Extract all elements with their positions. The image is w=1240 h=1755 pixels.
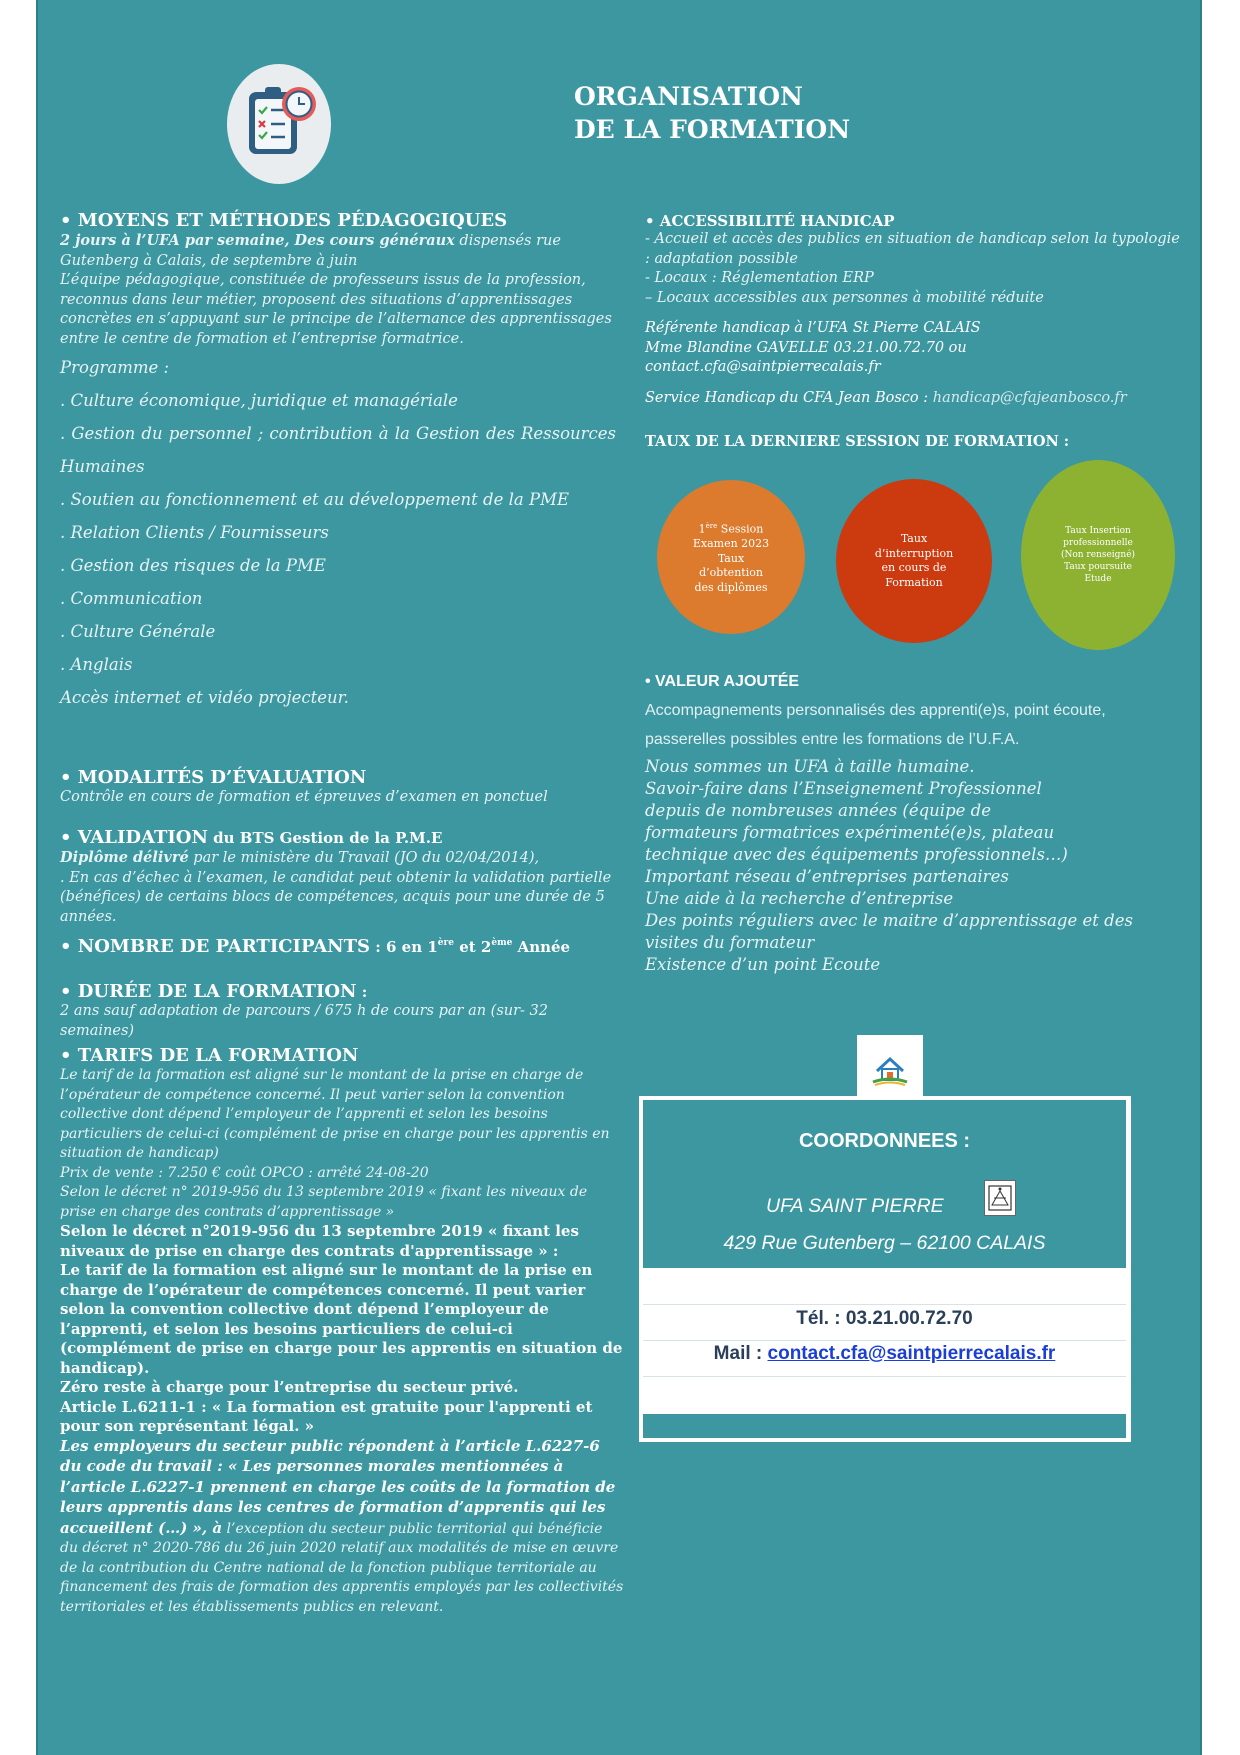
taux-obtention-circle: 1ère Session Examen 2023 Taux d’obtention des diplômes xyxy=(657,480,805,634)
tarifs-heading: • TARIFS DE LA FORMATION xyxy=(60,1045,359,1066)
tarifs-p1: Le tarif de la formation est aligné sur le montant de la prise en charge de l’opérateur de compétence concerné. Il peut varier selon la convention collective dont dépend l’employeur de l’apprenti et selon les besoins particuliers de celui-ci (complément de prise en charge pour les apprentis en situation de handicap) xyxy=(60,1067,610,1161)
programme-item: . Soutien au fonctionnement et au développement de la PME xyxy=(60,490,570,509)
accessibilite-line: - Locaux : Réglementation ERP xyxy=(645,270,874,286)
valeur-item: Important réseau d’entreprises partenaires xyxy=(645,867,1009,886)
tarifs-p7: Article L.6211-1 : « La formation est gratuite pour l'apprenti et pour son représentant légal. » xyxy=(60,1397,593,1435)
school-crest-icon xyxy=(984,1180,1016,1216)
coordonnees-heading: COORDONNEES : xyxy=(798,1130,971,1152)
duree-heading: • DURÉE DE LA FORMATION : xyxy=(60,981,368,1002)
valeur-heading: • VALEUR AJOUTÉE xyxy=(645,673,800,690)
contact-tel: Tél. : 03.21.00.72.70 xyxy=(796,1308,973,1329)
checklist-clock-icon xyxy=(227,64,331,184)
programme-item: . Communication xyxy=(60,589,203,608)
modalites-heading: • MODALITÉS D’ÉVALUATION xyxy=(60,767,367,788)
taux-heading: TAUX DE LA DERNIERE SESSION DE FORMATION : xyxy=(645,433,1070,450)
valeur-list xyxy=(645,756,1165,976)
valeur-section xyxy=(645,673,1165,976)
duree-section xyxy=(60,981,616,1041)
house-logo-icon xyxy=(857,1035,923,1101)
valeur-item: Une aide à la recherche d’entreprise xyxy=(645,889,954,908)
valeur-item: Nous sommes un UFA à taille humaine. xyxy=(645,757,975,776)
tarifs-p3: Selon le décret n° 2019-956 du 13 septembre 2019 « fixant les niveaux de prise en charge des contrats d’apprentissage » xyxy=(60,1184,588,1220)
programme-item: . Gestion des risques de la PME xyxy=(60,556,326,575)
validation-heading: • VALIDATION du BTS Gestion de la P.M.E xyxy=(60,827,443,848)
tarifs-p5: Le tarif de la formation est aligné sur le montant de la prise en charge de l’opérateur de compétences concerné. Il peut varier selon la convention collective dont dépend l’employeur de l’apprenti, et selon les besoins particuliers de celui-ci (complément de prise en charge pour les apprentis en situation de handicap). xyxy=(60,1261,623,1377)
page-title: ORGANISATION DE LA FORMATION xyxy=(574,82,851,144)
tarifs-p6: Zéro reste à charge pour l’entreprise du secteur privé. xyxy=(60,1378,519,1396)
tarifs-section xyxy=(60,1045,624,1617)
valeur-item: Existence d’un point Ecoute xyxy=(645,955,881,974)
modalites-section xyxy=(60,767,616,808)
participants-section xyxy=(60,936,616,957)
accessibilite-heading: • ACCESSIBILITÉ HANDICAP xyxy=(645,212,895,230)
coordonnees-contact-panel xyxy=(643,1268,1126,1414)
ufa-address: 429 Rue Gutenberg – 62100 CALAIS xyxy=(723,1232,1046,1254)
tarifs-p8: Les employeurs du secteur public répondent à l’article L.6227-6 du code du travail : « Les personnes morales mentionnées à l’article L.6227-1 prennent en charge les coûts de la formation de leurs apprentis dans les centres de formation d’apprentis qui les accueillent (…) », à l’exception du secteur public territorial qui bénéficie du décret n° 2020-786 du 26 juin 2020 relatif aux modalités de mise en œuvre de la contribution du Centre national de la fonction publique territoriale au financement des frais de formation des apprentis employés par les collectivités territoriales et les établissements publics en relevant. xyxy=(60,1436,624,1615)
moyens-heading: • MOYENS ET MÉTHODES PÉDAGOGIQUES xyxy=(60,210,508,231)
moyens-intro: 2 jours à l’UFA par semaine, Des cours généraux dispensés rue Gutenberg à Calais, de septembre à juin xyxy=(60,232,561,269)
moyens-paragraph: L’équipe pédagogique, constituée de professeurs issus de la profession, reconnus dans leur métier, proposent des situations d’apprentissages concrètes en s’appuyant sur le principe de l’alternance des apprentissages entre le centre de formation et l’entreprise formatrice. xyxy=(60,272,612,347)
service-handicap: Service Handicap du CFA Jean Bosco : handicap@cfajeanbosco.fr xyxy=(645,389,1127,406)
accessibilite-section xyxy=(645,212,1185,408)
valeur-item: Des points réguliers avec le maitre d’apprentissage et des visites du formateur xyxy=(645,911,1133,952)
programme-item: . Gestion du personnel ; contribution à la Gestion des Ressources Humaines xyxy=(60,424,616,476)
modalites-text: Contrôle en cours de formation et épreuves d’examen en ponctuel xyxy=(60,789,548,805)
programme-label: Programme : xyxy=(60,358,170,377)
programme-item: . Anglais xyxy=(60,655,133,674)
validation-diplome: Diplôme délivré par le ministère du Travail (JO du 02/04/2014), xyxy=(60,849,540,866)
taux-insertion-circle: Taux Insertion professionnelle (Non renseigné) Taux poursuite Etude xyxy=(1021,460,1175,650)
taux-interruption-circle: Taux d’interruption en cours de Formation xyxy=(836,479,992,643)
accessibilite-line: – Locaux accessibles aux personnes à mobilité réduite xyxy=(645,289,1044,306)
referente-handicap: Référente handicap à l’UFA St Pierre CALAIS xyxy=(645,320,981,336)
programme-item: . Culture Générale xyxy=(60,622,216,641)
ufa-name: UFA SAINT PIERRE xyxy=(766,1195,944,1217)
duree-text: 2 ans sauf adaptation de parcours / 675 h de cours par an (sur- 32 semaines) xyxy=(60,1003,548,1039)
acces-internet: Accès internet et vidéo projecteur. xyxy=(60,688,349,707)
tarifs-p2: Prix de vente : 7.250 € coût OPCO : arrêté 24-08-20 xyxy=(60,1164,429,1181)
referente-contact: Mme Blandine GAVELLE 03.21.00.72.70 ou contact.cfa@saintpierrecalais.fr xyxy=(645,339,967,375)
coordonnees-bottom-line xyxy=(645,1438,1110,1441)
validation-text: . En cas d’échec à l’examen, le candidat peut obtenir la validation partielle (bénéfices) de certains blocs de compétences, acquis pour une durée de 5 années. xyxy=(60,869,612,925)
validation-section xyxy=(60,827,616,927)
valeur-item: Savoir-faire dans l’Enseignement Professionnel depuis de nombreuses années (équipe de formateurs formatrices expérimenté(e)s, plateau technique avec des équipements professionnels…) xyxy=(645,779,1068,864)
programme-item: . Culture économique, juridique et managériale xyxy=(60,391,458,410)
programme-item: . Relation Clients / Fournisseurs xyxy=(60,523,329,542)
valeur-intro: Accompagnements personnalisés des apprenti(e)s, point écoute, passerelles possibles entre les formations de l’U.F.A. xyxy=(645,702,1106,748)
participants-heading: • NOMBRE DE PARTICIPANTS : 6 en 1ère et 2ème Année xyxy=(60,936,571,957)
contact-mail-link[interactable]: contact.cfa@saintpierrecalais.fr xyxy=(767,1343,1056,1364)
contact-mail-row: Mail : contact.cfa@saintpierrecalais.fr xyxy=(713,1343,1056,1364)
tarifs-p4: Selon le décret n°2019-956 du 13 septembre 2019 « fixant les niveaux de prise en charge des contrats d'apprentissage » : xyxy=(60,1222,579,1260)
coordonnees-box xyxy=(639,1096,1131,1442)
accessibilite-line: - Accueil et accès des publics en situation de handicap selon la typologie : adaptation possible xyxy=(645,231,1180,267)
left-column xyxy=(60,210,616,714)
